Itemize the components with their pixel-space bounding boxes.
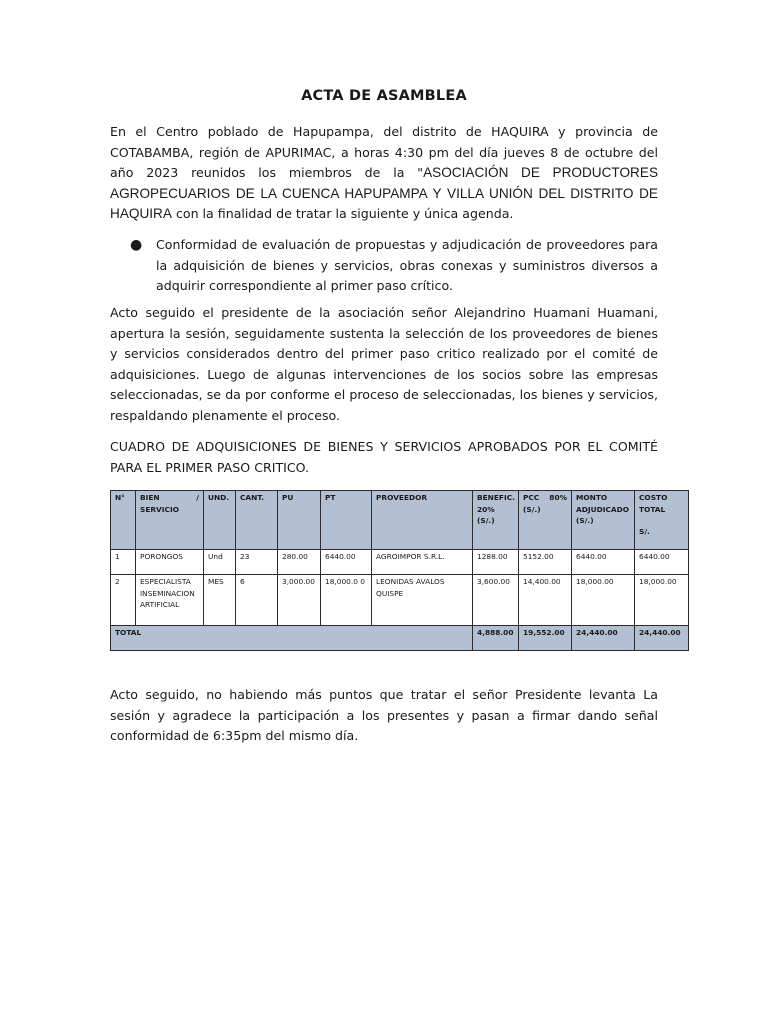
cell-pcc: 14,400.00 bbox=[519, 575, 572, 626]
acquisitions-table bbox=[110, 490, 689, 651]
cell-bien: ESPECIALISTA INSEMINACION ARTIFICIAL bbox=[136, 575, 204, 626]
intro-text-start: En el Centro poblado de Hapupampa, del distrito de HAQUIRA y provincia de COTABAMBA, región de APURIMAC, a horas 4:30 pm del día jueves 8 de octubre del año 2023 reunidos los miembros de la " bbox=[110, 124, 658, 181]
total-monto: 24,440.00 bbox=[572, 626, 635, 651]
header-pcc: PCC 80% (S/.) bbox=[519, 491, 572, 550]
header-monto: MONTO ADJUDICADO (S/.) bbox=[572, 491, 635, 550]
total-costo: 24,440.00 bbox=[635, 626, 689, 651]
table-caption: CUADRO DE ADQUISICIONES DE BIENES Y SERVICIOS APROBADOS POR EL COMITÉ PARA EL PRIMER PASO CRITICO. bbox=[110, 439, 658, 475]
cell-pt: 6440.00 bbox=[321, 550, 372, 575]
header-pt: PT bbox=[321, 491, 372, 550]
cell-proveedor: AGROIMPOR S.R.L. bbox=[372, 550, 473, 575]
cell-proveedor: LEONIDAS AVALOS QUISPE bbox=[372, 575, 473, 626]
intro-paragraph bbox=[110, 122, 658, 225]
cell-costo: 6440.00 bbox=[635, 550, 689, 575]
total-pcc: 19,552.00 bbox=[519, 626, 572, 651]
table-total-row bbox=[111, 626, 689, 651]
cell-monto: 6440.00 bbox=[572, 550, 635, 575]
cell-pu: 3,000.00 bbox=[278, 575, 321, 626]
cell-und: MES bbox=[204, 575, 236, 626]
cell-cant: 23 bbox=[236, 550, 278, 575]
closing-paragraph: Acto seguido, no habiendo más puntos que tratar el señor Presidente levanta La sesión y agradece la participación a los presentes y pasan a firmar dando señal conformidad de 6:35pm del mismo día. bbox=[110, 687, 658, 744]
cell-bien: PORONGOS bbox=[136, 550, 204, 575]
intro-text-end: con la finalidad de tratar la siguiente y única agenda. bbox=[171, 206, 514, 222]
cell-costo: 18,000.00 bbox=[635, 575, 689, 626]
cell-monto: 18,000.00 bbox=[572, 575, 635, 626]
cell-benefic: 1288.00 bbox=[473, 550, 519, 575]
total-label: TOTAL bbox=[111, 626, 473, 651]
header-n: N° bbox=[111, 491, 136, 550]
cell-benefic: 3,600.00 bbox=[473, 575, 519, 626]
cell-pt: 18,000.0 0 bbox=[321, 575, 372, 626]
document-title: ACTA DE ASAMBLEA bbox=[301, 88, 467, 104]
table-header-row bbox=[111, 491, 689, 550]
header-benefic: BENEFIC. 20% (S/.) bbox=[473, 491, 519, 550]
cell-und: Und bbox=[204, 550, 236, 575]
header-und: UND. bbox=[204, 491, 236, 550]
cell-pcc: 5152.00 bbox=[519, 550, 572, 575]
cell-pu: 280.00 bbox=[278, 550, 321, 575]
session-paragraph: Acto seguido el presidente de la asociación señor Alejandrino Huamani Huamani, apertura la sesión, seguidamente sustenta la selección de los proveedores de bienes y servicios considerados dentro del primer paso critico realizado por el comité de adquisiciones. Luego de algunas intervenciones de los socios sobre las empresas seleccionadas, se da por conforme el proceso de seleccionadas, los bienes y servicios, respaldando plenamente el proceso. bbox=[110, 305, 658, 423]
bullet-icon: ● bbox=[130, 237, 143, 253]
cell-n: 1 bbox=[111, 550, 136, 575]
header-bien: BIEN / SERVICIO bbox=[136, 491, 204, 550]
table-row bbox=[111, 550, 689, 575]
agenda-item: Conformidad de evaluación de propuestas y adjudicación de proveedores para la adquisición de bienes y servicios, obras conexas y suministros diversos a adquirir correspondiente al primer paso crítico. bbox=[156, 237, 658, 294]
table-row bbox=[111, 575, 689, 626]
association-name: ASOCIACIÓN DE PRODUCTORES AGROPECUARIOS DE LA CUENCA HAPUPAMPA Y VILLA UNIÓN DEL DISTRITO DE HAQUIRA bbox=[110, 165, 659, 222]
header-cant: CANT. bbox=[236, 491, 278, 550]
cell-n: 2 bbox=[111, 575, 136, 626]
header-costo: COSTO TOTAL S/. bbox=[635, 491, 689, 550]
cell-cant: 6 bbox=[236, 575, 278, 626]
header-pu: PU bbox=[278, 491, 321, 550]
header-proveedor: PROVEEDOR bbox=[372, 491, 473, 550]
total-benefic: 4,888.00 bbox=[473, 626, 519, 651]
